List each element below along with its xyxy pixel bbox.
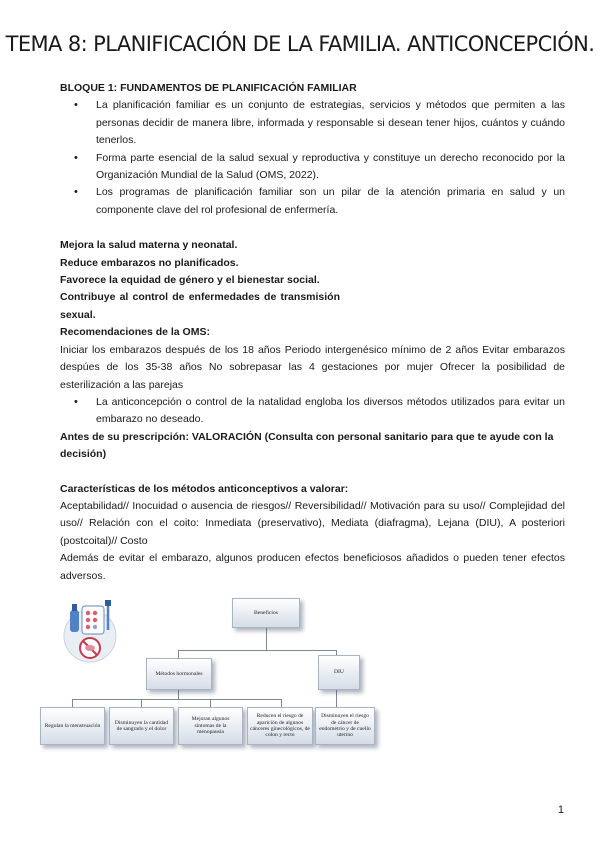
diagram-leaf-box: Mejoran algunos síntomas de la menopausia [178,707,243,745]
benefit-item: Favorece la equidad de género y el bienestar social. [60,274,320,287]
efectos-text: Además de evitar el embarazo, algunos producen efectos beneficiosos añadidos o pueden tener efectos adversos. [60,552,565,582]
contraception-illustration [60,596,120,666]
benefit-item: Reduce embarazos no planificados. [60,256,239,269]
list-item: • Los programas de planificación familiar son un pilar de la atención primaria en salud y un componente clave del rol profesional de enfermería. [96,184,565,219]
diagram-root-box: Beneficios [232,598,300,628]
page-number: 1 [557,804,564,816]
benefit-item: Contribuye al control de enfermedades de transmisión sexual. [60,291,340,321]
block1-bullet-list [60,97,565,219]
diagram-leaf-box: Disminuyen la cantidad de sangrado y el dolor [109,707,174,745]
block1-heading: BLOQUE 1: FUNDAMENTOS DE PLANIFICACIÓN FAMILIAR [60,82,357,94]
list-item: • La planificación familiar es un conjunto de estrategias, servicios y métodos que permiten a las personas decidir de manera libre, informada y responsable si desean tener hijos, cuántos y cuándo tenerlos. [96,97,565,149]
diagram-hormonal-box: Métodos hormonales [146,658,212,690]
vial-icon [70,610,79,632]
oms-recommendations: Iniciar los embarazos después de los 18 años Periodo intergenésico mínimo de 2 años Evitar embarazos despúes de los 35-38 años No sobrepasar las 4 gestaciones por mujer Ofrecer la posibilidad de esterilización a las parejas [60,343,565,391]
anticoncepcion-bullet-list [60,394,565,429]
valoracion-note: Antes de su prescripción: VALORACIÓN (Consulta con personal sanitario para que te ayude con la decisión) [60,430,554,461]
benefit-item: Mejora la salud materna y neonatal. [60,239,238,252]
list-item: • Forma parte esencial de la salud sexual y reproductiva y constituye un derecho reconocido por la Organización Mundial de la Salud (OMS, 2022). [96,150,565,185]
list-item: • La anticoncepción o control de la natalidad engloba los diversos métodos utilizados para evitar un embarazo no deseado. [96,394,565,429]
benefits-list [60,237,340,324]
diagram-leaf-box: Disminuyen el riesgo de cáncer de endometrio y de cuello uterino [315,707,375,745]
caracteristicas-text: Aceptabilidad// Inocuidad o ausencia de riesgos// Reversibilidad// Motivación para su uso// Complejidad del uso// Relación con el coito: Inmediata (preservativo), Mediata (diafragma), Lejana (DIU), A posteriori (postcoital)// Costo [60,499,565,547]
diagram-diu-box: DIU [318,655,360,690]
caracteristicas-heading: Características de los métodos anticonceptivos a valorar: [60,482,349,495]
diagram-leaf-box: Regulan la menstruación [40,707,105,745]
diagram-leaf-box: Reducen el riesgo de aparición de algunos cánceres ginecológicos, de colon y recto [247,707,313,745]
document-body [60,80,565,585]
page-title: TEMA 8: PLANIFICACIÓN DE LA FAMILIA. ANTICONCEPCIÓN. [5,32,595,56]
oms-heading: Recomendaciones de la OMS: [60,326,210,339]
